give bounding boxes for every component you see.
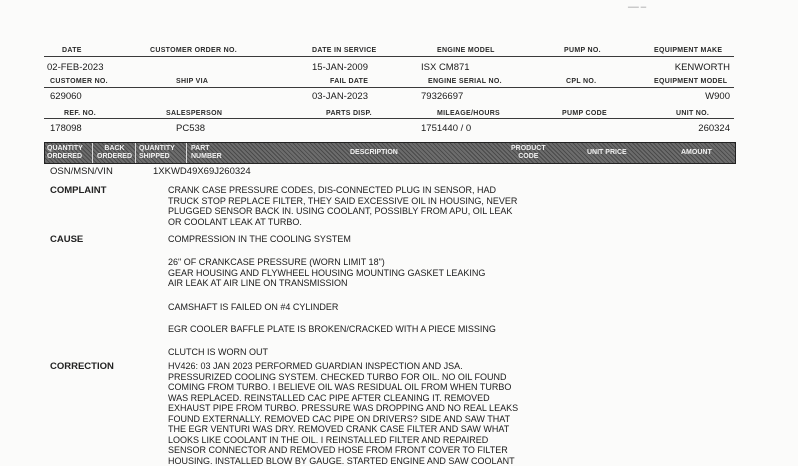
- salesperson-value: PC538: [176, 123, 206, 134]
- engine-model-header: ENGINE MODEL: [437, 47, 495, 54]
- amount-header: AMOUNT: [681, 149, 712, 156]
- date-header: DATE: [62, 47, 82, 54]
- description-header: DESCRIPTION: [350, 149, 398, 156]
- col-separator: [186, 143, 187, 163]
- unit-no-header: UNIT NO.: [676, 110, 710, 117]
- pump-no-header: PUMP NO.: [564, 47, 601, 54]
- row3-rule: [44, 118, 734, 119]
- qty-shipped-header: QUANTITY SHIPPED: [139, 145, 175, 160]
- back-ordered-header: BACK ORDERED: [97, 145, 133, 160]
- osn-label: OSN/MSN/VIN: [50, 166, 113, 177]
- ref-no-header: REF. NO.: [64, 110, 96, 117]
- date-value: 02-FEB-2023: [47, 62, 104, 73]
- equipment-model-value: W900: [705, 91, 730, 102]
- salesperson-header: SALESPERSON: [166, 110, 223, 117]
- engine-model-value: ISX CM871: [421, 62, 470, 73]
- fail-date-value: 03-JAN-2023: [312, 91, 368, 102]
- ship-via-header: SHIP VIA: [176, 78, 209, 85]
- cause-paragraph-1: COMPRESSION IN THE COOLING SYSTEM: [168, 234, 351, 244]
- qty-ordered-header: QUANTITY ORDERED: [47, 145, 83, 160]
- equipment-make-value: KENWORTH: [674, 62, 730, 73]
- ref-no-value: 178098: [50, 123, 82, 134]
- parts-disp-header: PARTS DISP.: [326, 110, 372, 117]
- correction-text: HV426: 03 JAN 2023 PERFORMED GUARDIAN INSPECTION AND JSA. PRESSURIZED COOLING SYSTEM. CHECKED TURBO FOR OIL. NO OIL FOUND COMING FROM TURBO. I BELIEVE OIL WAS RESIDUAL OIL FROM WHEN TURBO WAS REPLACED. REINSTALLED CAC PIPE AFTER CLEANING IT. REMOVED EXHAUST PIPE FROM TURBO. PRESSURE WAS DROPPING AND NO REAL LEAKS FOUND EXTERNALLY. REMOVED CAC PIPE ON DRIVERS? SIDE AND SAW THAT THE EGR VENTURI WAS DRY. REMOVED CRANK CASE FILTER AND SAW WHAT LOOKS LIKE COOLANT IN THE OIL. I REINSTALLED FILTER AND REPAIRED SENSOR CONNECTOR AND REMOVED HOSE FROM FRONT COVER TO FILTER HOUSING. INSTALLED BLOW BY GAUGE. STARTED ENGINE AND SAW COOLANT: [168, 361, 519, 466]
- cause-label: CAUSE: [50, 234, 84, 245]
- engine-serial-header: ENGINE SERIAL NO.: [428, 78, 502, 85]
- line-items-header-bar: [44, 142, 736, 164]
- equipment-model-header: EQUIPMENT MODEL: [654, 78, 728, 85]
- cause-paragraph-2: 26" OF CRANKCASE PRESSURE (WORN LIMIT 18") GEAR HOUSING AND FLYWHEEL HOUSING MOUNTING GASKET LEAKING AIR LEAK AT AIR LINE ON TRANSMISSION: [168, 257, 486, 288]
- customer-no-value: 629060: [50, 91, 82, 102]
- cause-paragraph-4: EGR COOLER BAFFLE PLATE IS BROKEN/CRACKED WITH A PIECE MISSING: [168, 324, 496, 334]
- faint-page-mark: ▁▁ ▁: [628, 1, 647, 8]
- cause-paragraph-5: CLUTCH IS WORN OUT: [168, 347, 268, 357]
- complaint-label: COMPLAINT: [50, 185, 107, 196]
- part-number-header: PART NUMBER: [191, 145, 222, 160]
- col-separator: [92, 143, 93, 163]
- product-code-header: PRODUCT CODE: [511, 145, 546, 160]
- complaint-text: CRANK CASE PRESSURE CODES, DIS-CONNECTED PLUG IN SENSOR, HAD TRUCK STOP REPLACE FILTER, THEY SAID EXCESSIVE OIL IN HOUSING, NEVER PLUGGED SENSOR BACK IN. USING COOLANT, POSSIBLY FROM APU, OIL LEAK OR COOLANT LEAK AT TURBO.: [168, 185, 518, 227]
- unit-price-header: UNIT PRICE: [587, 149, 627, 156]
- date-in-service-value: 15-JAN-2009: [312, 62, 368, 73]
- cpl-no-header: CPL NO.: [566, 78, 597, 85]
- equipment-make-header: EQUIPMENT MAKE: [654, 47, 723, 54]
- row2-rule: [44, 87, 734, 88]
- correction-label: CORRECTION: [50, 361, 114, 372]
- mileage-hours-header: MILEAGE/HOURS: [437, 110, 501, 117]
- mileage-hours-value: 1751440 / 0: [421, 123, 472, 134]
- unit-no-value: 260324: [698, 123, 730, 134]
- osn-value: 1XKWD49X69J260324: [153, 166, 251, 177]
- customer-no-header: CUSTOMER NO.: [50, 78, 108, 85]
- cause-paragraph-3: CAMSHAFT IS FAILED ON #4 CYLINDER: [168, 302, 339, 312]
- customer-order-header: CUSTOMER ORDER NO.: [150, 47, 237, 54]
- engine-serial-value: 79326697: [421, 91, 464, 102]
- col-separator: [135, 143, 136, 163]
- fail-date-header: FAIL DATE: [330, 78, 369, 85]
- row1-rule: [44, 56, 734, 57]
- pump-code-header: PUMP CODE: [562, 110, 607, 117]
- date-in-service-header: DATE IN SERVICE: [312, 47, 377, 54]
